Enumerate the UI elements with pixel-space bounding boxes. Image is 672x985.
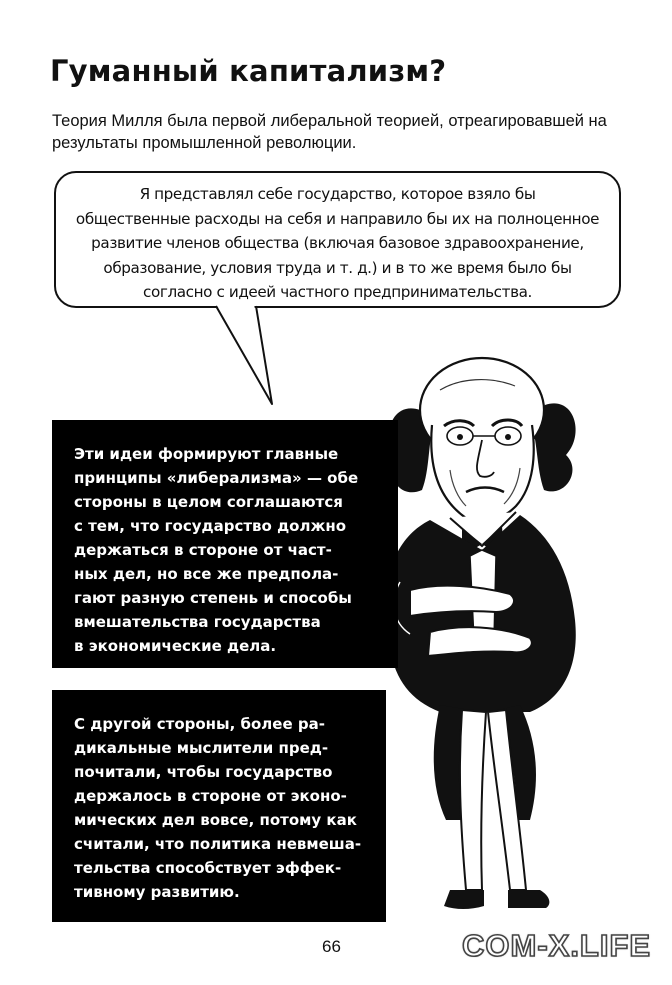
caption-line: почитали, чтобы государство xyxy=(74,763,333,781)
intro-paragraph: Теория Милля была первой либеральной теорией, отреагировавшей на результаты промышленной революции. xyxy=(52,112,607,152)
caption-line: принципы «либерализма» — обе xyxy=(74,469,359,487)
caption-line: ных дел, но все же предпола- xyxy=(74,565,339,583)
caption-line: считали, что политика невмеша- xyxy=(74,835,362,853)
speech-line: Я представлял себе государство, которое взяло бы xyxy=(139,185,536,203)
speech-line: образование, условия труда и т. д.) и в то же время было бы xyxy=(103,258,572,277)
caption-line: в экономические дела. xyxy=(74,637,277,655)
watermark: COM-X.LIFE xyxy=(462,928,652,963)
caption-line: тивному развитию. xyxy=(74,883,240,901)
caption-line: держаться в стороне от част- xyxy=(74,541,332,559)
caption-box-radicals xyxy=(52,690,386,922)
caption-line: вмешательства государства xyxy=(74,613,321,631)
caption-line: мических дел вовсе, потому как xyxy=(74,811,357,829)
speech-line: развитие членов общества (включая базовое здравоохранение, xyxy=(91,234,584,252)
speech-bubble-tail xyxy=(210,300,280,410)
speech-text xyxy=(60,182,615,305)
speech-line: согласно с идеей частного предпринимательства. xyxy=(143,283,532,301)
caption-line: гают разную степень и способы xyxy=(74,589,352,607)
caption-line: С другой стороны, более ра- xyxy=(74,715,325,733)
caption-line: Эти идеи формируют главные xyxy=(74,445,339,463)
caption-line: дикальные мыслители пред- xyxy=(74,739,329,757)
caption-line: стороны в целом соглашаются xyxy=(74,493,343,511)
caption-box-liberalism xyxy=(52,420,398,668)
page-number: 66 xyxy=(322,937,341,956)
caption-line: тельства способствует эффек- xyxy=(74,859,342,877)
mill-portrait-illustration xyxy=(370,350,670,950)
page-title: Гуманный капитализм? xyxy=(50,54,447,88)
caption-line: держалось в стороне от эконо- xyxy=(74,787,347,805)
caption-line: с тем, что государство должно xyxy=(74,517,347,535)
speech-line: общественные расходы на себя и направило бы их на полноценное xyxy=(75,209,600,228)
